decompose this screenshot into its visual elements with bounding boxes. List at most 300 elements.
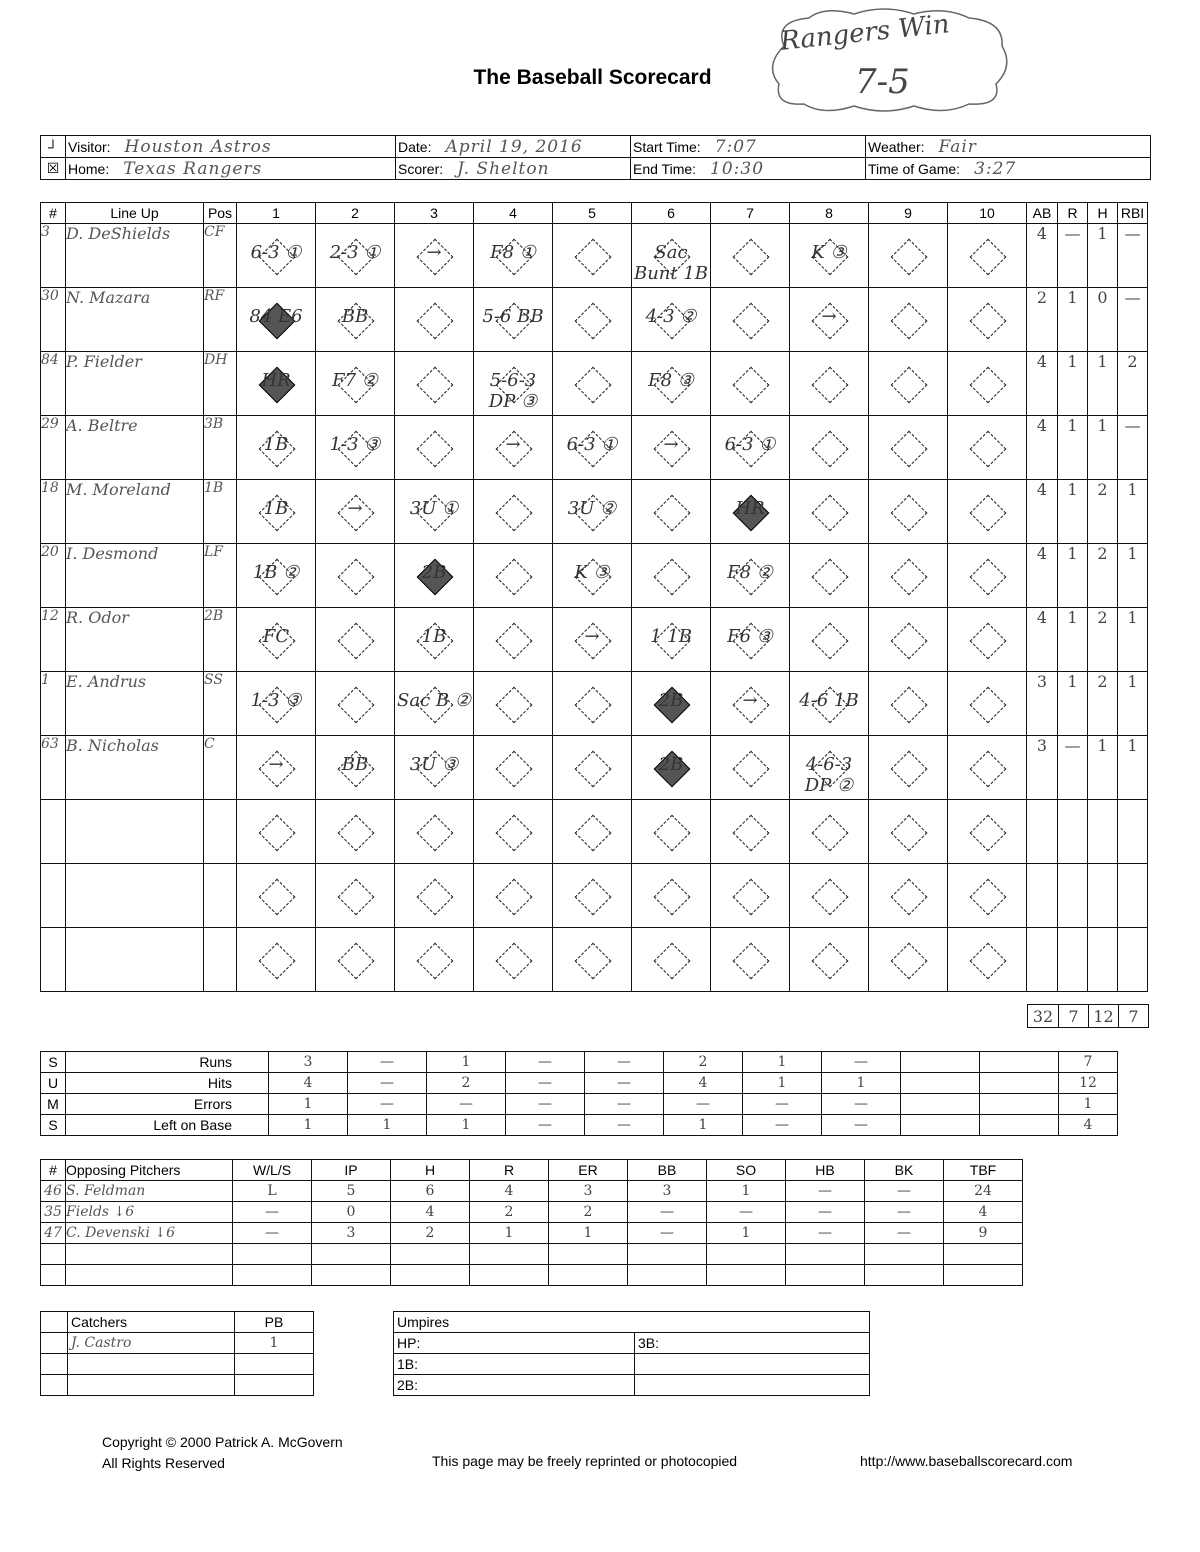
at-bat-box[interactable] (711, 544, 790, 608)
diamond-icon (812, 878, 849, 915)
footer-url[interactable]: http://www.baseballscorecard.com (860, 1453, 1073, 1469)
summary-total: 12 (1059, 1073, 1118, 1094)
pitcher-name (66, 1244, 233, 1265)
at-bat-box[interactable] (474, 544, 553, 608)
pitcher-er (549, 1265, 628, 1286)
at-bat-box[interactable] (632, 672, 711, 736)
diamond-icon (338, 750, 375, 787)
at-bat-box[interactable] (316, 736, 395, 800)
batter-name (66, 928, 204, 992)
at-bat-box[interactable] (474, 736, 553, 800)
col-pos-header: Pos (204, 203, 237, 224)
at-bat-box[interactable] (948, 672, 1027, 736)
at-bat-box[interactable] (237, 608, 316, 672)
pitcher-bb: — (628, 1223, 707, 1244)
batter-row (41, 864, 1148, 928)
totals-row (1027, 1004, 1149, 1028)
at-bat-box[interactable] (474, 928, 553, 992)
at-bat-box[interactable] (711, 928, 790, 992)
at-bat-box[interactable] (632, 480, 711, 544)
at-bat-box[interactable] (237, 416, 316, 480)
batter-number: 84 (41, 352, 66, 416)
at-bat-box[interactable] (237, 864, 316, 928)
diamond-icon (259, 686, 296, 723)
diamond-icon (733, 622, 770, 659)
at-bat-box[interactable] (790, 224, 869, 288)
diamond-icon (733, 494, 770, 531)
at-bat-box[interactable] (474, 288, 553, 352)
batter-ab: 4 (1027, 544, 1058, 608)
at-bat-box[interactable] (790, 928, 869, 992)
pitcher-tbf: 24 (944, 1181, 1023, 1202)
at-bat-box[interactable] (948, 288, 1027, 352)
play-notation: 1B ② (252, 561, 300, 583)
pitcher-num: 46 (41, 1181, 66, 1202)
batter-h (1088, 800, 1118, 864)
at-bat-box[interactable] (790, 352, 869, 416)
play-notation: 1B (421, 625, 447, 647)
pitcher-tbf: 4 (944, 1202, 1023, 1223)
at-bat-box[interactable] (553, 352, 632, 416)
inning-header: 3 (395, 203, 474, 224)
at-bat-box[interactable] (237, 928, 316, 992)
at-bat-box[interactable] (395, 800, 474, 864)
home-value: Texas Rangers (123, 158, 263, 179)
at-bat-box[interactable] (474, 800, 553, 864)
inning-header: 8 (790, 203, 869, 224)
at-bat-box[interactable] (948, 928, 1027, 992)
summary-inning-value (901, 1094, 980, 1115)
at-bat-box[interactable] (790, 736, 869, 800)
at-bat-box[interactable] (948, 864, 1027, 928)
at-bat-box[interactable] (869, 864, 948, 928)
at-bat-box[interactable] (316, 864, 395, 928)
pitcher-hb: — (786, 1223, 865, 1244)
at-bat-box[interactable] (395, 672, 474, 736)
at-bat-box[interactable] (395, 224, 474, 288)
diamond-icon (812, 302, 849, 339)
play-notation: 2B (421, 561, 447, 583)
batter-r: 1 (1058, 480, 1088, 544)
total-ab: 32 (1028, 1005, 1059, 1028)
at-bat-box[interactable] (711, 736, 790, 800)
diamond-icon (417, 686, 454, 723)
summary-inning-value: 2 (427, 1073, 506, 1094)
catchers-table (40, 1311, 314, 1396)
pitcher-r: 1 (470, 1223, 549, 1244)
at-bat-box[interactable] (711, 352, 790, 416)
batter-rbi: 2 (1118, 352, 1148, 416)
summary-inning-value (901, 1073, 980, 1094)
at-bat-box[interactable] (869, 736, 948, 800)
inning-header: 6 (632, 203, 711, 224)
pitcher-er: 1 (549, 1223, 628, 1244)
at-bat-box[interactable] (632, 416, 711, 480)
at-bat-box[interactable] (553, 864, 632, 928)
summary-inning-value: — (585, 1115, 664, 1136)
diamond-icon (496, 302, 533, 339)
umpires-table (393, 1311, 870, 1396)
at-bat-box[interactable] (869, 352, 948, 416)
summary-row (41, 1073, 1118, 1094)
at-bat-box[interactable] (869, 672, 948, 736)
summary-inning-value: 1 (743, 1073, 822, 1094)
diamond-icon (338, 238, 375, 275)
pitcher-col-header: SO (707, 1160, 786, 1181)
summary-inning-value: — (348, 1052, 427, 1073)
diamond-icon (970, 814, 1007, 851)
diamond-icon (338, 558, 375, 595)
diamond-icon (575, 814, 612, 851)
at-bat-box[interactable] (632, 224, 711, 288)
diamond-icon (417, 750, 454, 787)
at-bat-box[interactable] (316, 672, 395, 736)
at-bat-box[interactable] (711, 288, 790, 352)
batter-row (41, 288, 1148, 352)
at-bat-box[interactable] (948, 416, 1027, 480)
diamond-icon (812, 558, 849, 595)
batter-r: 1 (1058, 352, 1088, 416)
at-bat-box[interactable] (632, 544, 711, 608)
at-bat-box[interactable] (711, 800, 790, 864)
play-notation: K ③ (574, 561, 610, 583)
diamond-icon (575, 494, 612, 531)
play-notation: BB (341, 305, 369, 327)
at-bat-box[interactable] (869, 224, 948, 288)
summary-inning-value: — (822, 1052, 901, 1073)
at-bat-box[interactable] (790, 544, 869, 608)
at-bat-box[interactable] (711, 224, 790, 288)
at-bat-box[interactable] (237, 224, 316, 288)
summary-row (41, 1115, 1118, 1136)
play-notation: 2B (658, 689, 684, 711)
batter-position: C (204, 736, 237, 800)
at-bat-box[interactable] (553, 480, 632, 544)
diamond-icon (970, 366, 1007, 403)
play-notation: HR (735, 497, 765, 519)
at-bat-box[interactable] (316, 928, 395, 992)
at-bat-box[interactable] (474, 224, 553, 288)
batter-number: 18 (41, 480, 66, 544)
diamond-icon (654, 302, 691, 339)
batter-name: N. Mazara (66, 288, 204, 352)
at-bat-box[interactable] (395, 736, 474, 800)
batter-name: B. Nicholas (66, 736, 204, 800)
diamond-icon (496, 558, 533, 595)
diamond-icon (417, 366, 454, 403)
at-bat-box[interactable] (474, 416, 553, 480)
at-bat-box[interactable] (632, 928, 711, 992)
at-bat-box[interactable] (316, 800, 395, 864)
page-title: The Baseball Scorecard (473, 66, 712, 89)
batter-h (1088, 928, 1118, 992)
diamond-icon (496, 750, 533, 787)
play-notation: → (505, 433, 521, 455)
diamond-icon (259, 878, 296, 915)
batter-name: I. Desmond (66, 544, 204, 608)
diamond-icon (654, 366, 691, 403)
diamond-icon (259, 238, 296, 275)
at-bat-box[interactable] (474, 608, 553, 672)
batter-position: CF (204, 224, 237, 288)
at-bat-box[interactable] (395, 352, 474, 416)
diamond-icon (812, 622, 849, 659)
batter-ab: 4 (1027, 480, 1058, 544)
at-bat-box[interactable] (395, 288, 474, 352)
diamond-icon (259, 814, 296, 851)
play-notation: F6 ③ (727, 625, 773, 647)
at-bat-box[interactable] (790, 800, 869, 864)
summary-inning-value: — (664, 1094, 743, 1115)
at-bat-box[interactable] (869, 928, 948, 992)
at-bat-box[interactable] (316, 544, 395, 608)
at-bat-box[interactable] (553, 224, 632, 288)
batter-h: 2 (1088, 544, 1118, 608)
visitor-marker: ┘ (41, 136, 66, 158)
total-rbi: 7 (1119, 1005, 1149, 1028)
play-notation: F8 ② (727, 561, 773, 583)
batter-r: 1 (1058, 608, 1088, 672)
pitcher-so: 1 (707, 1223, 786, 1244)
at-bat-box[interactable] (553, 800, 632, 864)
play-notation: F8 ③ (648, 369, 694, 391)
at-bat-box[interactable] (711, 864, 790, 928)
at-bat-box[interactable] (474, 480, 553, 544)
at-bat-box[interactable] (869, 416, 948, 480)
diamond-icon (733, 238, 770, 275)
diamond-icon (338, 494, 375, 531)
at-bat-box[interactable] (237, 672, 316, 736)
at-bat-box[interactable] (632, 608, 711, 672)
diamond-icon (338, 942, 375, 979)
at-bat-box[interactable] (237, 736, 316, 800)
at-bat-box[interactable] (474, 672, 553, 736)
play-notation: 1-3 ③ (329, 433, 381, 455)
at-bat-box[interactable] (869, 544, 948, 608)
at-bat-box[interactable] (395, 608, 474, 672)
pitcher-col-header: Opposing Pitchers (66, 1160, 233, 1181)
play-notation: K ③ (811, 241, 847, 263)
at-bat-box[interactable] (553, 288, 632, 352)
diamond-icon (496, 814, 533, 851)
at-bat-box[interactable] (790, 288, 869, 352)
summary-label: Left on Base (66, 1115, 269, 1136)
summary-inning-value: — (506, 1094, 585, 1115)
diamond-icon (891, 366, 928, 403)
at-bat-box[interactable] (395, 864, 474, 928)
summary-inning-value: — (743, 1094, 822, 1115)
at-bat-box[interactable] (632, 864, 711, 928)
batter-r: 1 (1058, 544, 1088, 608)
at-bat-box[interactable] (711, 608, 790, 672)
diamond-icon (417, 558, 454, 595)
at-bat-box[interactable] (395, 480, 474, 544)
summary-inning-value: 1 (269, 1094, 348, 1115)
play-notation: 2-3 ① (329, 241, 381, 263)
diamond-icon (338, 430, 375, 467)
pitcher-h: 4 (391, 1202, 470, 1223)
at-bat-box[interactable] (237, 288, 316, 352)
diamond-icon (575, 686, 612, 723)
at-bat-box[interactable] (632, 736, 711, 800)
pitcher-so (707, 1265, 786, 1286)
at-bat-box[interactable] (553, 544, 632, 608)
batter-ab: 3 (1027, 672, 1058, 736)
batter-r: — (1058, 736, 1088, 800)
diamond-icon (654, 494, 691, 531)
batter-h: 1 (1088, 224, 1118, 288)
at-bat-box[interactable] (316, 480, 395, 544)
at-bat-box[interactable] (474, 352, 553, 416)
diamond-icon (891, 622, 928, 659)
at-bat-box[interactable] (395, 416, 474, 480)
diamond-icon (812, 366, 849, 403)
play-notation: F8 ① (490, 241, 536, 263)
batter-h (1088, 864, 1118, 928)
inning-header: 7 (711, 203, 790, 224)
at-bat-box[interactable] (948, 608, 1027, 672)
summary-inning-value: 2 (664, 1052, 743, 1073)
play-notation: 4-6 1B (799, 689, 859, 711)
at-bat-box[interactable] (316, 288, 395, 352)
at-bat-box[interactable] (790, 608, 869, 672)
at-bat-box[interactable] (316, 416, 395, 480)
at-bat-box[interactable] (869, 480, 948, 544)
play-notation: 1-3 ③ (250, 689, 302, 711)
at-bat-box[interactable] (869, 288, 948, 352)
diamond-icon (733, 558, 770, 595)
catcher-name: J. Castro (68, 1333, 235, 1354)
at-bat-box[interactable] (948, 224, 1027, 288)
batter-rbi: 1 (1118, 608, 1148, 672)
diamond-icon (654, 814, 691, 851)
batter-rbi: 1 (1118, 672, 1148, 736)
pitcher-so: 1 (707, 1181, 786, 1202)
pitcher-bk: — (865, 1181, 944, 1202)
summary-total: 4 (1059, 1115, 1118, 1136)
summary-inning-value: — (506, 1052, 585, 1073)
at-bat-box[interactable] (869, 608, 948, 672)
summary-side-letter: S (41, 1115, 66, 1136)
batter-name (66, 800, 204, 864)
at-bat-box[interactable] (553, 672, 632, 736)
play-notation: → (268, 753, 284, 775)
pitcher-er: 3 (549, 1181, 628, 1202)
umpires-header: Umpires (394, 1312, 870, 1333)
pitcher-bb (628, 1244, 707, 1265)
pitcher-bb (628, 1265, 707, 1286)
at-bat-box[interactable] (948, 352, 1027, 416)
at-bat-box[interactable] (316, 224, 395, 288)
at-bat-box[interactable] (948, 544, 1027, 608)
at-bat-box[interactable] (790, 672, 869, 736)
at-bat-box[interactable] (632, 288, 711, 352)
summary-inning-value: — (585, 1073, 664, 1094)
at-bat-box[interactable] (553, 928, 632, 992)
summary-inning-value: — (822, 1115, 901, 1136)
diamond-icon (338, 302, 375, 339)
summary-inning-value: — (585, 1094, 664, 1115)
at-bat-box[interactable] (632, 352, 711, 416)
at-bat-box[interactable] (237, 544, 316, 608)
at-bat-box[interactable] (948, 800, 1027, 864)
batter-rbi: — (1118, 224, 1148, 288)
at-bat-box[interactable] (711, 416, 790, 480)
at-bat-box[interactable] (948, 480, 1027, 544)
batter-number: 29 (41, 416, 66, 480)
pitcher-num (41, 1265, 66, 1286)
batter-row (41, 800, 1148, 864)
col-ab-header: AB (1027, 203, 1058, 224)
batter-row (41, 928, 1148, 992)
summary-inning-value: — (427, 1094, 506, 1115)
at-bat-box[interactable] (316, 352, 395, 416)
total-r: 7 (1059, 1005, 1089, 1028)
at-bat-box[interactable] (237, 352, 316, 416)
pitcher-num: 47 (41, 1223, 66, 1244)
pitcher-er: 2 (549, 1202, 628, 1223)
at-bat-box[interactable] (395, 928, 474, 992)
batter-name: P. Fielder (66, 352, 204, 416)
play-notation: Sac Bunt 1B (633, 241, 709, 284)
at-bat-box[interactable] (237, 800, 316, 864)
pitcher-row (41, 1244, 1023, 1265)
at-bat-box[interactable] (948, 736, 1027, 800)
at-bat-box[interactable] (632, 800, 711, 864)
at-bat-box[interactable] (316, 608, 395, 672)
diamond-icon (970, 942, 1007, 979)
at-bat-box[interactable] (790, 416, 869, 480)
play-notation: 4-3 ② (645, 305, 697, 327)
time-of-game-value: 3:27 (974, 158, 1017, 179)
diamond-icon (733, 942, 770, 979)
at-bat-box[interactable] (553, 416, 632, 480)
batter-rbi: — (1118, 288, 1148, 352)
at-bat-box[interactable] (790, 480, 869, 544)
at-bat-box[interactable] (711, 480, 790, 544)
umpire-3b: 3B: (635, 1333, 870, 1354)
batter-r: 1 (1058, 672, 1088, 736)
at-bat-box[interactable] (237, 480, 316, 544)
at-bat-box[interactable] (553, 608, 632, 672)
at-bat-box[interactable] (474, 864, 553, 928)
pitcher-name: Fields ↓6 (66, 1202, 233, 1223)
play-notation: BB (341, 753, 369, 775)
footer-reprint: This page may be freely reprinted or photocopied (432, 1453, 738, 1469)
batter-r: 1 (1058, 288, 1088, 352)
play-notation: 1B (263, 497, 289, 519)
summary-row (41, 1052, 1118, 1073)
batter-number (41, 928, 66, 992)
summary-label: Runs (66, 1052, 269, 1073)
summary-side-letter: S (41, 1052, 66, 1073)
play-notation: 5-6 BB (482, 305, 544, 327)
diamond-icon (654, 430, 691, 467)
at-bat-box[interactable] (395, 544, 474, 608)
at-bat-box[interactable] (553, 736, 632, 800)
at-bat-box[interactable] (711, 672, 790, 736)
col-h-header: H (1088, 203, 1118, 224)
summary-inning-value: 4 (269, 1073, 348, 1094)
batter-ab: 3 (1027, 736, 1058, 800)
play-notation: 5-6-3 DP ③ (488, 369, 538, 412)
col-r-header: R (1058, 203, 1088, 224)
at-bat-box[interactable] (790, 864, 869, 928)
play-notation: → (584, 625, 600, 647)
diamond-icon (891, 494, 928, 531)
cloud-note-line1: Rangers Win (778, 9, 951, 57)
at-bat-box[interactable] (869, 800, 948, 864)
